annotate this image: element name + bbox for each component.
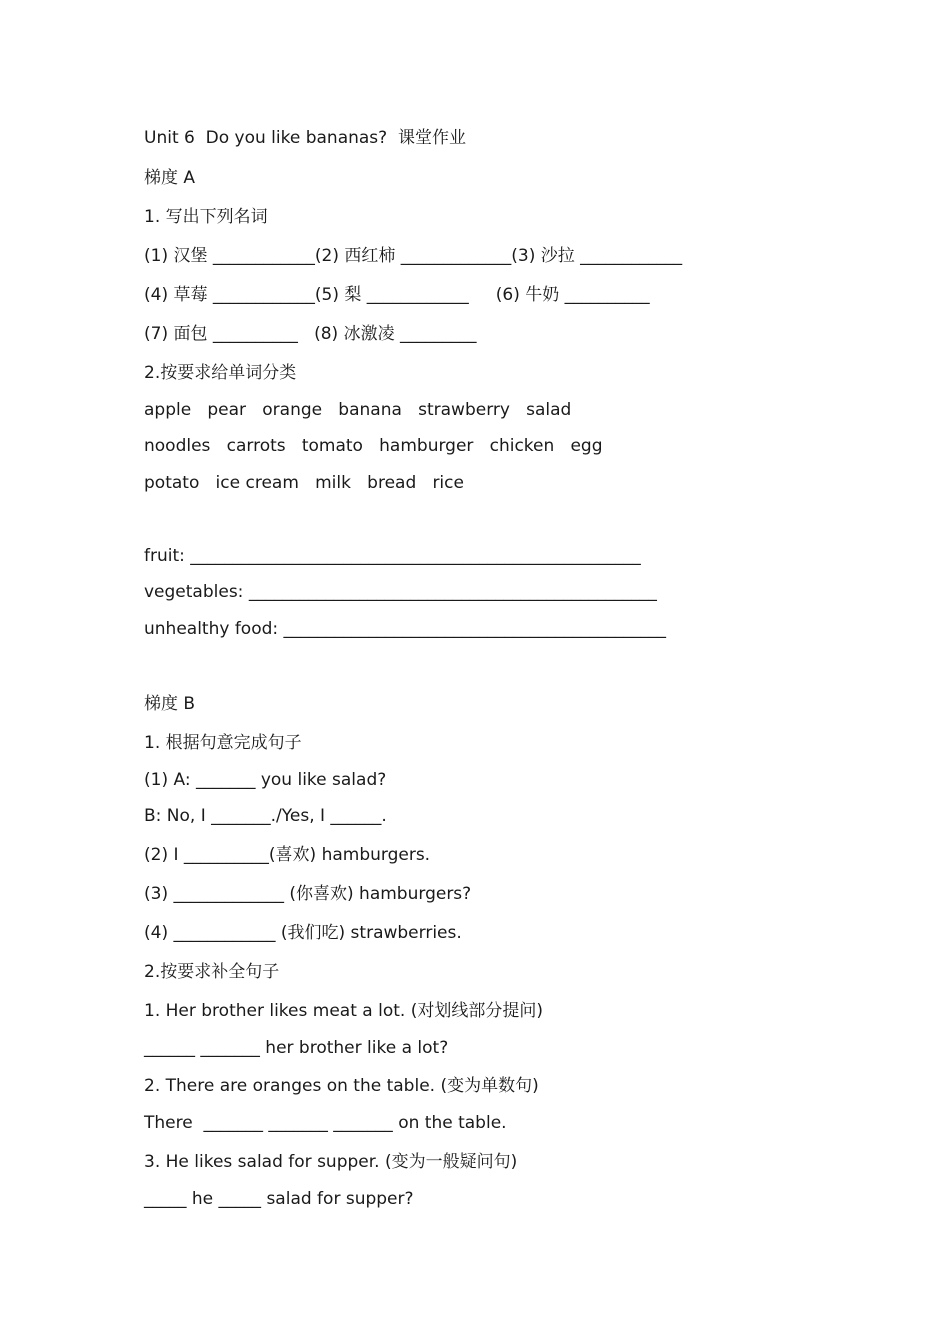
section-b-q1-line: (2) I __________(喜欢) hamburgers.	[144, 845, 431, 865]
section-b-q2-line: 3. He likes salad for supper. (变为一般疑问句)	[144, 1152, 518, 1172]
section-b-q2-line: There _______ _______ _______ on the table.	[144, 1113, 507, 1133]
section-a-q1-line: (1) 汉堡 ____________(2) 西红柿 _____________(3) 沙拉 ____________	[144, 246, 683, 266]
section-a-q1-title: 1. 写出下列名词	[144, 207, 268, 227]
section-a-q1-line: (7) 面包 __________ (8) 冰激凌 _________	[144, 324, 477, 344]
section-b-q1-line: (4) ____________ (我们吃) strawberries.	[144, 923, 462, 943]
section-b-heading: 梯度 B	[144, 694, 196, 714]
section-b-q1-line: (3) _____________ (你喜欢) hamburgers?	[144, 884, 472, 904]
page-title: Unit 6 Do you like bananas? 课堂作业	[144, 128, 466, 148]
section-b-q2-title: 2.按要求补全句子	[144, 962, 280, 982]
section-b-q1-line: (1) A: _______ you like salad?	[144, 770, 387, 790]
section-b-q2-line: _____ he _____ salad for supper?	[144, 1189, 414, 1209]
section-b-q1-title: 1. 根据句意完成句子	[144, 733, 302, 753]
answer-line-vegetables: vegetables: ________________________________________________	[144, 582, 657, 602]
section-b-q2-line: 2. There are oranges on the table. (变为单数句)	[144, 1076, 539, 1096]
section-b-q2-line: ______ _______ her brother like a lot?	[144, 1038, 449, 1058]
section-a-q2-title: 2.按要求给单词分类	[144, 363, 297, 383]
word-list-line: noodles carrots tomato hamburger chicken egg	[144, 436, 603, 456]
word-list-line: apple pear orange banana strawberry salad	[144, 400, 572, 420]
answer-line-fruit: fruit: _____________________________________________________	[144, 546, 641, 566]
section-a-q1-line: (4) 草莓 ____________(5) 梨 ____________ (6) 牛奶 __________	[144, 285, 650, 305]
section-a-heading: 梯度 A	[144, 168, 196, 188]
section-b-q1-line: B: No, I _______./Yes, I ______.	[144, 806, 387, 826]
section-b-q2-line: 1. Her brother likes meat a lot. (对划线部分提问)	[144, 1001, 543, 1021]
answer-line-unhealthy-food: unhealthy food: _____________________________________________	[144, 619, 667, 639]
word-list-line: potato ice cream milk bread rice	[144, 473, 464, 493]
